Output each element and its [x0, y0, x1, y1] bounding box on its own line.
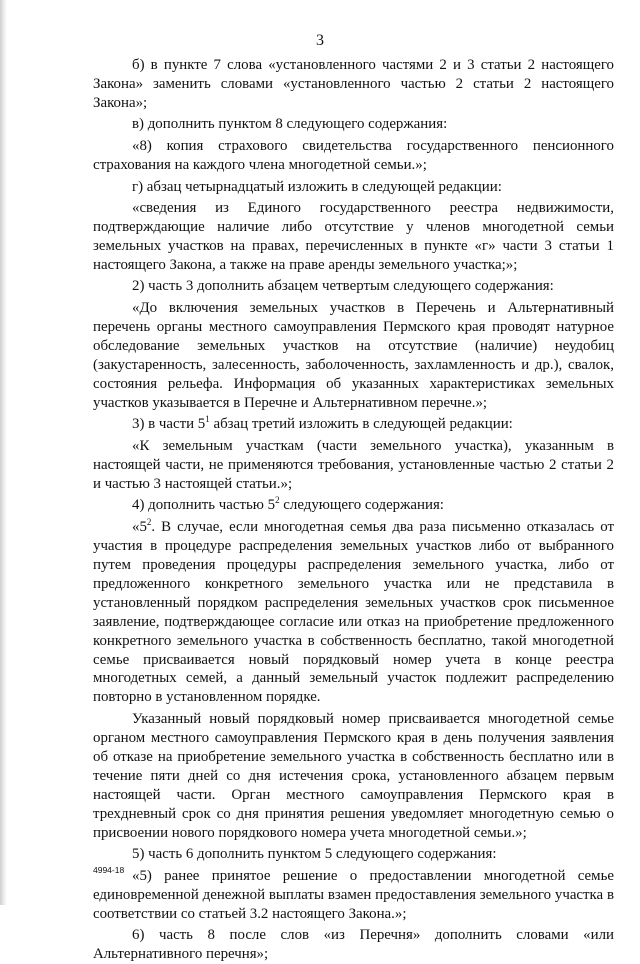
paragraph-14: «5) ранее принятое решение о предоставлении многодетной семье единовременной денежной выплаты взамен предоставления земельного участка в соответствии со статьей 3.2 настоящего Закона.»;	[93, 867, 614, 922]
paragraph-13: 5) часть 6 дополнить пунктом 5 следующего содержания:	[132, 846, 497, 863]
scan-edge-shadow	[0, 0, 7, 905]
document-body	[93, 56, 614, 964]
superscript: 2	[146, 516, 152, 527]
paragraph-10-text-cont: следующего содержания:	[279, 497, 444, 514]
page-number: 3	[316, 32, 324, 49]
paragraph-8-text: 3) в части 5	[132, 416, 206, 433]
superscript: 2	[275, 495, 280, 506]
document-code: 4994-18	[93, 865, 125, 875]
paragraph-9: «К земельным участкам (части земельного участка), указанным в настоящей части, не применяются требования, установленные частью 2 статьи 2 и частью 3 настоящей статьи.»;	[93, 437, 614, 492]
paragraph-11-text: «5	[132, 518, 147, 535]
paragraph-11	[93, 518, 614, 708]
paragraph-11-text-cont: . В случае, если многодетная семья два раза письменно отказалась от участия в процедуре распределения земельных участков либо от выбранного путем проведения процедуры распределения земельного участка, либо от предложенного конкретного земельного участка или не представила в установленный порядком распределения земельных участков срок письменное заявление, подтверждающее согласие или отказ на приобретение предложенного конкретного земельного участка в собственность бесплатно, такой многодетной семье присваивается новый порядковый номер учета в конце реестра многодетных семей, а данный земельный участок подлежит распределению повторно в установленном порядке.	[93, 518, 614, 706]
paragraph-12: Указанный новый порядковый номер присваивается многодетной семье органом местного самоуправления Пермского края в день получения заявления об отказе на приобретение земельного участка в собственность бесплатно или в течение пяти дней со дня истечения срока, установленного абзацем первым настоящей части. Орган местного самоуправления Пермского края в трехдневный срок со дня принятия решения уведомляет многодетную семью о присвоении нового порядкового номера учета многодетной семьи.»;	[93, 710, 614, 841]
paragraph-2: в) дополнить пунктом 8 следующего содержания:	[132, 116, 448, 133]
paragraph-4: г) абзац четырнадцатый изложить в следующей редакции:	[132, 178, 502, 195]
paragraph-5: «сведения из Единого государственного реестра недвижимости, подтверждающие наличие либо отсутствие у членов многодетной семьи земельных участков на правах, перечисленных в пункте «г» части 3 статьи 1 настоящего Закона, а также на праве аренды земельного участка;»;	[93, 200, 614, 273]
paragraph-15: 6) часть 8 после слов «из Перечня» дополнить словами «или Альтернативного перечня»;	[93, 927, 614, 963]
paragraph-7: «До включения земельных участков в Перечень и Альтернативный перечень органы местного самоуправления Пермского края проводят натурное обследование земельных участков на отсутствие (наличие) неудобиц (закустаренность, залесенность, заболоченность, захламленность и др.), свалок, состояния рельефа. Информация об указанных характеристиках земельных участков указывается в Перечне и Альтернативном перечне.»;	[93, 300, 614, 411]
paragraph-6: 2) часть 3 дополнить абзацем четвертым следующего содержания:	[132, 278, 554, 295]
paragraph-8	[93, 415, 614, 434]
paragraph-3: «8) копия страхового свидетельства государственного пенсионного страхования на каждого члена многодетной семьи.»;	[93, 138, 614, 173]
superscript: 1	[205, 414, 210, 425]
paragraph-8-text-cont: абзац третий изложить в следующей редакции:	[209, 416, 513, 433]
paragraph-1: б) в пункте 7 слова «установленного частями 2 и 3 статьи 2 настоящего Закона» заменить словами «установленного частью 2 статьи 2 настоящего Закона»;	[93, 57, 614, 111]
paragraph-10	[93, 496, 614, 515]
paragraph-10-text: 4) дополнить частью 5	[132, 497, 276, 514]
